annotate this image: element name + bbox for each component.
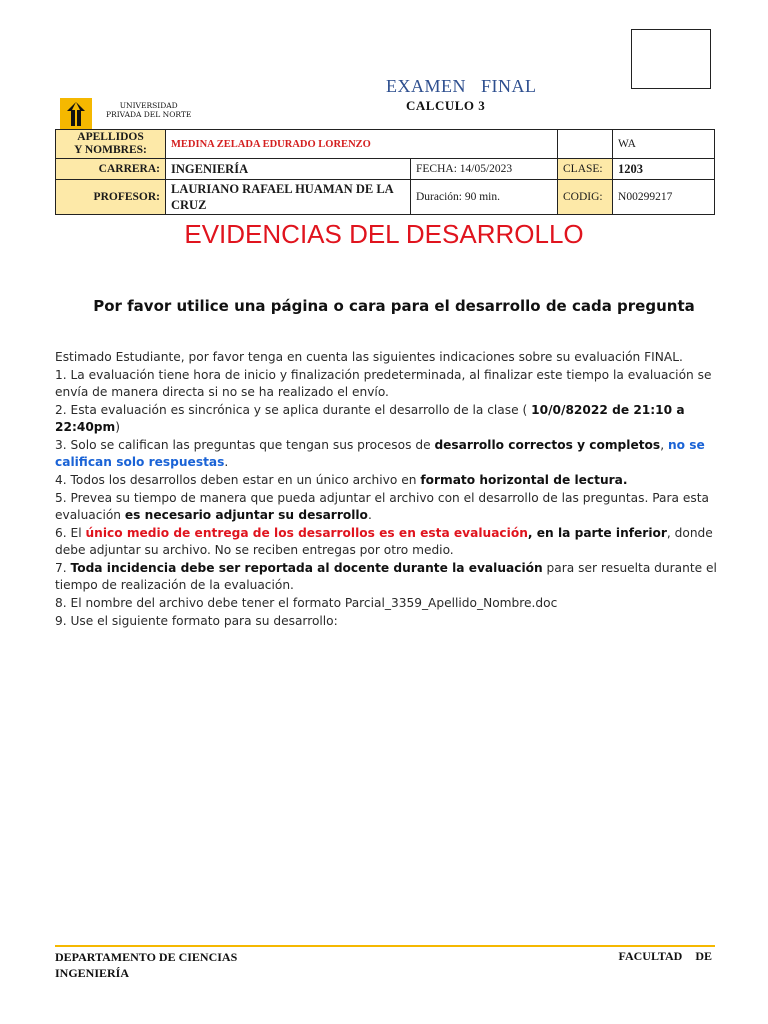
exam-subtitle: CALCULO 3 [406, 98, 486, 113]
instruction-7: 7. Toda incidencia debe ser reportada al docente durante la evaluación para ser resuelta durante el tiempo de realización de la evaluación. [55, 561, 717, 592]
university-name: UNIVERSIDAD PRIVADA DEL NORTE [106, 101, 192, 119]
row-apellidos [56, 130, 715, 159]
section-value: WA [613, 130, 715, 159]
codig-value: N00299217 [613, 180, 715, 215]
instruction-6: 6. El único medio de entrega de los desarrollos es en esta evaluación, en la parte inferior, donde debe adjuntar su archivo. No se reciben entregas por otro medio. [55, 526, 713, 557]
instruction-2: 2. Esta evaluación es sincrónica y se aplica durante el desarrollo de la clase ( 10/0/82022 de 21:10 a 22:40pm) [55, 403, 685, 434]
instruction-5: 5. Prevea su tiempo de manera que pueda adjuntar el archivo con el desarrollo de las preguntas. Para esta evaluación es necesario adjuntar su desarrollo. [55, 491, 709, 522]
exam-title: EXAMEN FINAL [386, 76, 537, 96]
profesor-label: PROFESOR: [56, 180, 166, 215]
instruction-intro: Estimado Estudiante, por favor tenga en cuenta las siguientes indicaciones sobre su evaluación FINAL. [55, 350, 683, 364]
grade-box [631, 29, 711, 89]
instructions [55, 349, 717, 631]
profesor-value: LAURIANO RAFAEL HUAMAN DE LA CRUZ [166, 180, 411, 215]
apellidos-label: APELLIDOS Y NOMBRES: [56, 130, 166, 159]
instruction-3: 3. Solo se califican las preguntas que tengan sus procesos de desarrollo correctos y completos, no se califican solo respuestas. [55, 438, 705, 469]
row-carrera [56, 159, 715, 180]
clase-value: 1203 [613, 159, 715, 180]
carrera-value: INGENIERÍA [166, 159, 411, 180]
instruction-4: 4. Todos los desarrollos deben estar en un único archivo en formato horizontal de lectura. [55, 473, 628, 487]
codig-label: CODIG: [558, 180, 613, 215]
page-note: Por favor utilice una página o cara para el desarrollo de cada pregunta [93, 297, 695, 315]
row-profesor [56, 180, 715, 215]
evidence-title: EVIDENCIAS DEL DESARROLLO [184, 219, 584, 249]
fecha-value: FECHA: 14/05/2023 [411, 159, 558, 180]
footer-divider [55, 945, 715, 947]
duracion-value: Duración: 90 min. [411, 180, 558, 215]
instruction-8: 8. El nombre del archivo debe tener el formato Parcial_3359_Apellido_Nombre.doc [55, 596, 558, 610]
student-name: MEDINA ZELADA EDURADO LORENZO [166, 130, 558, 159]
clase-label: CLASE: [558, 159, 613, 180]
instruction-1: 1. La evaluación tiene hora de inicio y finalización predeterminada, al finalizar este tiempo la evaluación se envía de manera directa si no se ha realizado el envío. [55, 368, 712, 399]
footer-faculty: FACULTAD DE [618, 949, 712, 963]
instruction-9: 9. Use el siguiente formato para su desarrollo: [55, 614, 338, 628]
code-cell [558, 130, 613, 159]
student-info-table [55, 129, 715, 215]
footer-department: DEPARTAMENTO DE CIENCIAS INGENIERÍA [55, 950, 238, 980]
upn-logo-icon [60, 98, 92, 130]
carrera-label: CARRERA: [56, 159, 166, 180]
